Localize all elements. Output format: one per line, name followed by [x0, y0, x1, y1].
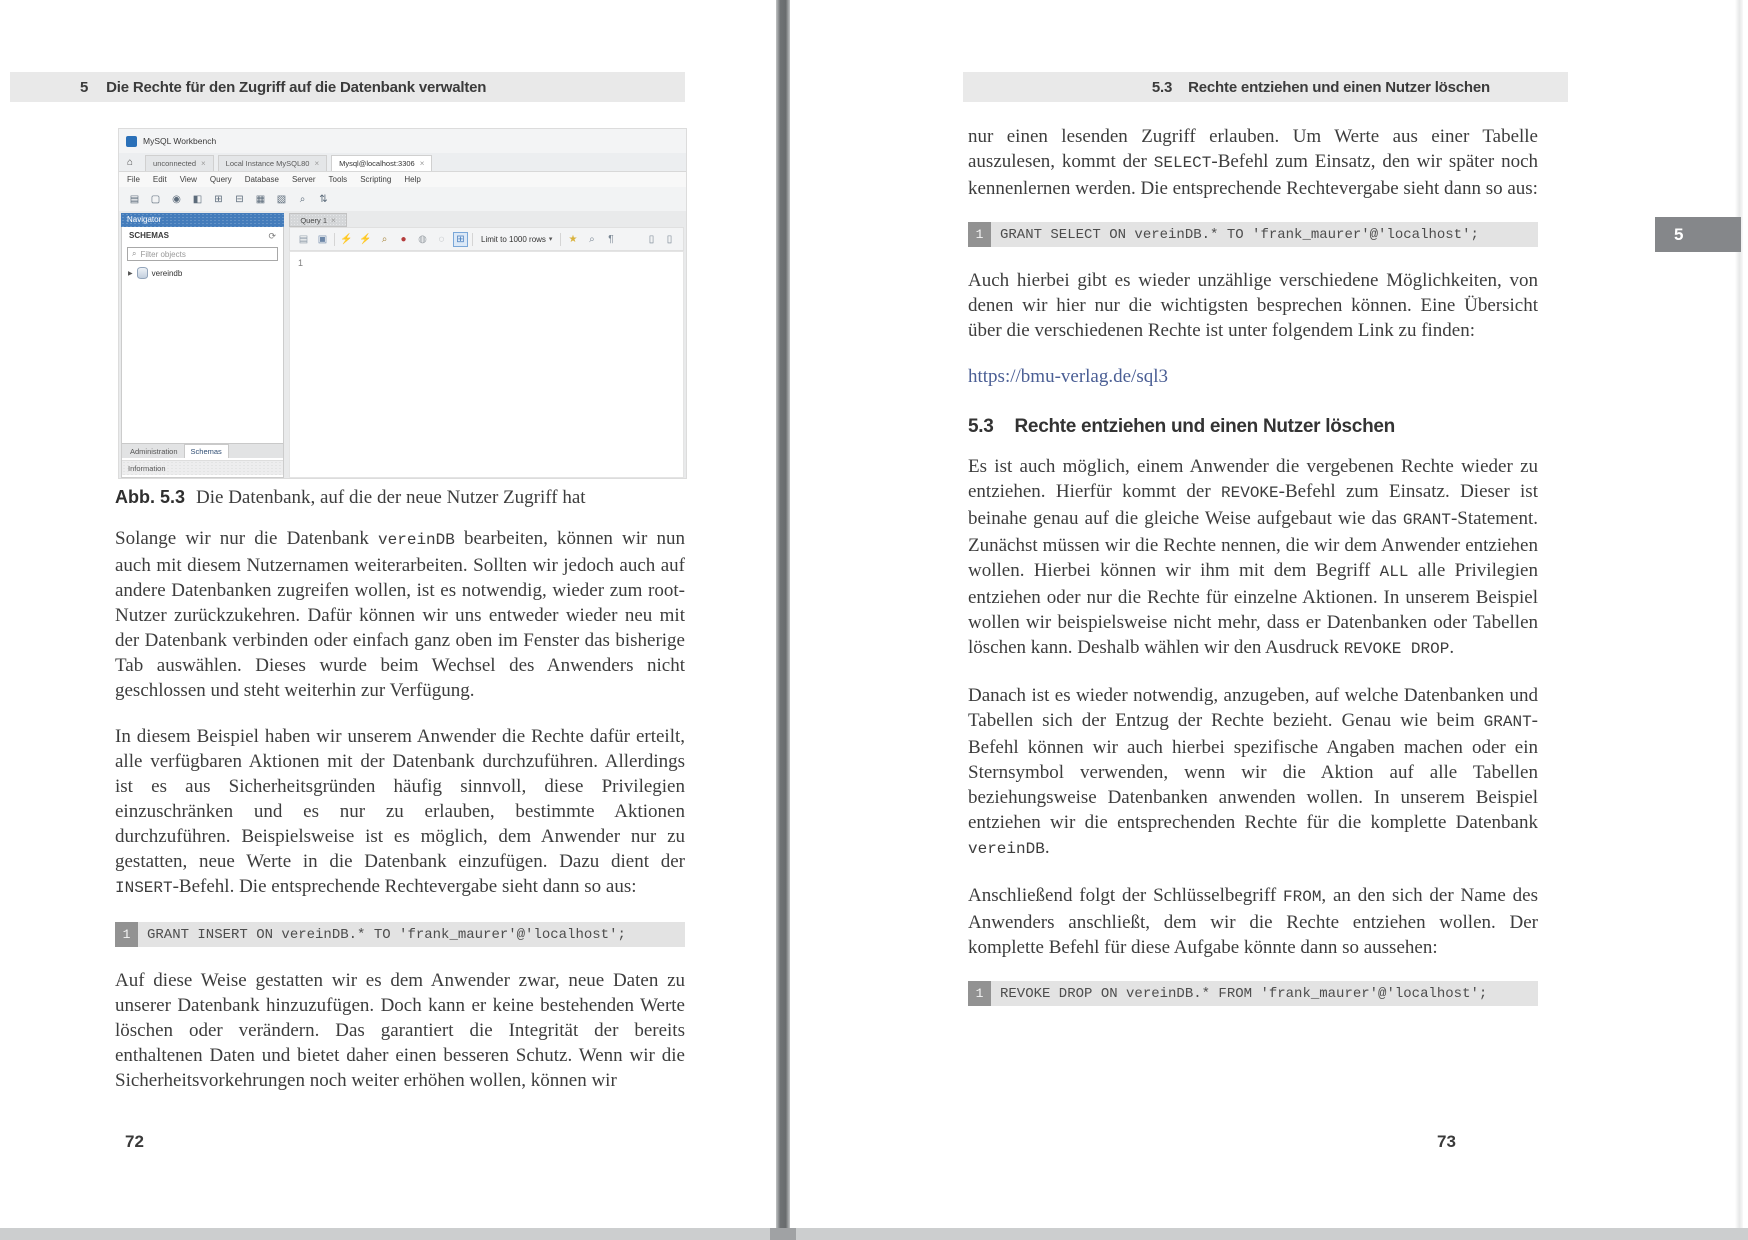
- schemas-section-label: SCHEMAS ⟳: [129, 231, 276, 241]
- page-number-left: 72: [125, 1132, 144, 1151]
- inspector-icon: ◉: [172, 193, 181, 205]
- inline-code: INSERT: [115, 879, 173, 897]
- text-run: Danach ist es wieder notwendig, anzugeben, auf welche Datenbanken und Tabellen sich der Entzug der Rechte bezieht. Genau wie beim: [968, 685, 1538, 731]
- workbench-connection-tabs: [119, 153, 686, 172]
- navigator-panel: [121, 213, 284, 478]
- paragraph: [968, 268, 1538, 343]
- reconnect-icon: ⇅: [319, 193, 328, 205]
- inline-code: vereinDB: [378, 531, 455, 549]
- section-number: 5.3: [1151, 78, 1173, 96]
- explain-icon: ⌕: [381, 233, 388, 245]
- save-icon: ▣: [317, 233, 328, 245]
- tab-schemas: Schemas: [184, 444, 229, 458]
- menu-item-server: Server: [291, 175, 316, 184]
- information-panel-header: Information: [122, 460, 283, 475]
- panel-side-icon: ▯: [648, 233, 655, 245]
- page-number-right: 73: [1437, 1132, 1456, 1151]
- text-run: -Statement. Zunächst müssen wir die Rechte nennen, die wir dem Anwender entziehen wollen. Hierbei können wir ihm mit dem Begriff: [968, 508, 1538, 581]
- home-icon: ⌂: [127, 157, 134, 168]
- toolbar-separator: [560, 233, 561, 246]
- tab-local-instance: [218, 155, 327, 171]
- sql-editor-panel: [289, 213, 684, 478]
- query-tab: Query 1 ×: [289, 213, 347, 227]
- panel-bottom-icon: ▯: [666, 233, 673, 245]
- create-table-icon: ⊞: [214, 193, 223, 205]
- paragraph: [115, 724, 685, 901]
- text-run: nur einen lesenden Zugriff erlauben. Um Werte aus einer Tabelle auszulesen, kommt der: [968, 126, 1538, 172]
- open-script-icon: ▢: [150, 193, 161, 205]
- code-line-number: 1: [115, 922, 138, 947]
- link-line: [968, 364, 1538, 389]
- caption-label: Abb. 5.3: [115, 487, 186, 507]
- text-run: -Befehl. Die entsprechende Rechtevergabe sieht dann so aus:: [172, 876, 637, 897]
- text-run: , an den sich der Name des Anwenders anschließt, dem wir die Rechte entziehen wollen. Der komplette Befehl für diese Aufgabe könnte dann so aussehen:: [968, 885, 1538, 958]
- toolbar-separator: [472, 233, 473, 246]
- inline-code: SELECT: [1153, 154, 1212, 172]
- special-chars-icon: ¶: [608, 233, 614, 245]
- execute-icon: ⚡: [340, 233, 353, 245]
- sql-code-area: [289, 251, 684, 478]
- search-icon: ⌕: [132, 249, 137, 258]
- menu-item-view: View: [179, 175, 197, 184]
- create-procedure-icon: ▦: [255, 193, 266, 205]
- inline-code: FROM: [1283, 888, 1322, 906]
- chapter-thumb-tab: 5: [1655, 217, 1741, 252]
- open-file-icon: ▤: [298, 233, 309, 245]
- text-run: Auch hierbei gibt es wieder unzählige verschiedene Möglichkeiten, von denen wir hier nur die wichtigsten besprechen können. Eine Übersicht über die verschiedenen Rechte ist unter folgendem Link zu finden:: [968, 270, 1538, 341]
- inline-code: REVOKE DROP: [1343, 640, 1450, 658]
- inline-code: GRANT: [1402, 511, 1451, 529]
- chevron-down-icon: ▾: [548, 236, 553, 243]
- section-heading-title: Rechte entziehen und einen Nutzer löschen: [1014, 416, 1395, 437]
- code-line-number: 1: [968, 981, 991, 1006]
- menu-item-tools: Tools: [328, 175, 348, 184]
- text-run: -Befehl können wir auch hierbei spezifische Angaben machen oder ein Sternsymbol verwenden, wenn wir die Aktion auf alle Tabellen beziehungsweise Datenbanken anwenden wollen. In unserem Beispiel entziehen wir die entsprechenden Rechte für die komplette Datenbank: [968, 710, 1538, 833]
- new-query-icon: ▤: [129, 193, 140, 205]
- text-run: Es ist auch möglich, einem Anwender die vergebenen Rechte wieder zu entziehen. Hierfür kommt der: [968, 456, 1538, 502]
- find-icon: ⌕: [589, 233, 595, 245]
- text-run: Anschließend folgt der Schlüsselbegriff: [968, 885, 1284, 906]
- right-text-column: [968, 124, 1538, 1027]
- paragraph: [968, 883, 1538, 960]
- paragraph: [968, 454, 1538, 662]
- menu-item-database: Database: [244, 175, 279, 184]
- rollback-icon: ◌: [438, 233, 445, 245]
- inline-code: REVOKE: [1221, 484, 1279, 502]
- code-listing-revoke-drop: [968, 981, 1538, 1006]
- left-running-header: [10, 72, 685, 102]
- chapter-number: 5: [80, 78, 89, 96]
- section-heading: [968, 416, 1538, 438]
- schema-name: vereindb: [151, 268, 183, 278]
- navigator-bottom-tabs: [122, 443, 283, 458]
- menu-item-help: Help: [404, 175, 421, 184]
- execute-current-icon: ⚡: [359, 233, 372, 245]
- paragraph: [968, 683, 1538, 862]
- text-run: -Befehl zum Einsatz. Dieser ist beinahe genau auf die gleiche Weise aufgebaut wie das: [968, 481, 1538, 529]
- text-run: Auf diese Weise gestatten wir es dem Anwender zwar, neue Daten zu unserer Datenbank hinzuzufügen. Doch kann er keine bestehenden Werte löschen oder verändern. Das garantiert die Integrität der bereits enthaltenen Daten und bietet daher einen besseren Schutz. Wenn wir die Sicherheitsvorkehrungen noch weiter erhöhen wollen, können wir: [115, 970, 685, 1091]
- code-listing-grant-select: [968, 222, 1538, 247]
- bmu-verlag-link[interactable]: https://bmu-verlag.de/sql3: [968, 366, 1169, 387]
- inline-code: GRANT: [1483, 713, 1532, 731]
- database-icon: [137, 267, 148, 279]
- gutter-shadow: [770, 1228, 796, 1240]
- close-icon: ×: [419, 159, 425, 168]
- workbench-window-title: MySQL Workbench: [143, 136, 217, 146]
- right-running-header: [963, 72, 1568, 102]
- navigator-body: [121, 227, 284, 478]
- create-schema-icon: ◧: [192, 193, 203, 205]
- section-heading-number: 5.3: [968, 416, 994, 437]
- text-run: Solange wir nur die Datenbank: [115, 528, 379, 549]
- create-function-icon: ▧: [276, 193, 287, 205]
- text-run: -Befehl zum Einsatz, den wir später noch kennenlernen werden. Die entsprechende Rechtevergabe sieht dann so aus:: [968, 151, 1539, 199]
- tab-administration: Administration: [130, 446, 178, 456]
- tab-label: Local Instance MySQL80: [225, 159, 310, 168]
- commit-icon: ◍: [418, 233, 427, 245]
- close-icon: ×: [201, 159, 206, 168]
- schema-filter-box: [127, 247, 278, 261]
- menu-item-scripting: Scripting: [360, 175, 392, 184]
- beautify-icon: ★: [568, 233, 578, 245]
- close-icon: ×: [331, 215, 336, 225]
- tab-mysql-localhost: [331, 155, 432, 171]
- paragraph: [115, 526, 685, 703]
- workbench-titlebar: [119, 129, 686, 154]
- text-run: .: [1044, 837, 1050, 858]
- menu-item-edit: Edit: [152, 175, 167, 184]
- text-run: In diesem Beispiel haben wir unserem Anwender die Rechte dafür erteilt, alle verfügbaren Aktionen mit der Datenbank durchzuführen. Allerdings ist es aus Sicherheitsgründen häufig sinnvoll, diese Privilegien einzuschränken und es nur zu erlauben, bestimmte Aktionen durchzuführen. Beispielsweise ist es möglich, dem Anwender nur zu gestatten, neue Werte in die Datenbank einzufügen. Dazu dient der: [115, 726, 685, 872]
- expand-arrow-icon: ▶: [128, 270, 133, 277]
- workbench-menubar: [119, 172, 686, 188]
- workbench-main-toolbar: [119, 187, 686, 212]
- workbench-screenshot: [118, 128, 687, 479]
- code-line-number: 1: [968, 222, 991, 247]
- navigator-header: Navigator: [121, 213, 284, 227]
- page-right-edge: [1735, 0, 1743, 1228]
- tab-unconnected: [145, 155, 214, 171]
- figure-caption: [115, 487, 685, 509]
- limit-dropdown: Limit to 1000 rows ▾: [481, 234, 553, 244]
- line-number: 1: [298, 258, 304, 268]
- toolbar-separator: [334, 233, 335, 246]
- menu-item-query: Query: [209, 175, 232, 184]
- close-icon: ×: [314, 159, 320, 168]
- code-listing-grant-insert: [115, 922, 685, 947]
- page-gutter: [776, 0, 790, 1240]
- search-icon: ⌕: [299, 193, 306, 205]
- create-view-icon: ⊟: [235, 193, 244, 205]
- query-toolbar: [289, 227, 684, 251]
- tab-label: unconnected: [153, 159, 196, 168]
- inline-code: vereinDB: [968, 840, 1045, 858]
- left-text-column: [115, 526, 685, 1114]
- mysql-workbench-logo-icon: [126, 136, 137, 147]
- text-run: .: [1449, 637, 1455, 658]
- caption-text: Die Datenbank, auf die der neue Nutzer Zugriff hat: [196, 487, 586, 508]
- stop-icon: ●: [400, 233, 407, 245]
- workbench-main-area: [119, 211, 686, 478]
- section-title: Rechte entziehen und einen Nutzer löschen: [1188, 78, 1490, 96]
- tab-label: Mysql@localhost:3306: [339, 159, 415, 168]
- text-run: bearbeiten, können wir nun auch mit diesem Nutzernamen weiterarbeiten. Sollten wir jedoch auch auf andere Datenbanken zugreifen wollen, ist es notwendig, wieder zum root-Nutzer zurückzukehren. Dafür können wir uns entweder wieder neu mit der Datenbank verbinden oder einfach ganz oben im Fenster das bisherige Tab auswählen. Dieses wurde beim Wechsel des Anwenders nicht geschlossen und steht weiterhin zur Verfügung.: [115, 528, 685, 701]
- paragraph: [968, 124, 1538, 201]
- text-run: alle Privilegien entziehen oder nur die Rechte für einzelne Aktionen. In unserem Beispiel wollen wir beispielsweise nicht mehr, dass er Datenbanken oder Tabellen löschen kann. Deshalb wählen wir den Ausdruck: [968, 560, 1538, 658]
- code-text: REVOKE DROP ON vereinDB.* FROM 'frank_maurer'@'localhost';: [991, 981, 1538, 1006]
- menu-item-file: File: [127, 175, 140, 184]
- chapter-title: Die Rechte für den Zugriff auf die Datenbank verwalten: [106, 78, 487, 96]
- refresh-icon: ⟳: [268, 231, 276, 241]
- page-bottom-edge: [0, 1228, 1748, 1240]
- schema-tree-item: [128, 267, 182, 279]
- result-grid-icon: ⊞: [453, 232, 468, 247]
- filter-input: [140, 250, 273, 259]
- code-text: GRANT SELECT ON vereinDB.* TO 'frank_maurer'@'localhost';: [991, 222, 1538, 247]
- code-text: GRANT INSERT ON vereinDB.* TO 'frank_maurer'@'localhost';: [138, 922, 685, 947]
- inline-code: ALL: [1379, 563, 1409, 581]
- paragraph: [115, 968, 685, 1093]
